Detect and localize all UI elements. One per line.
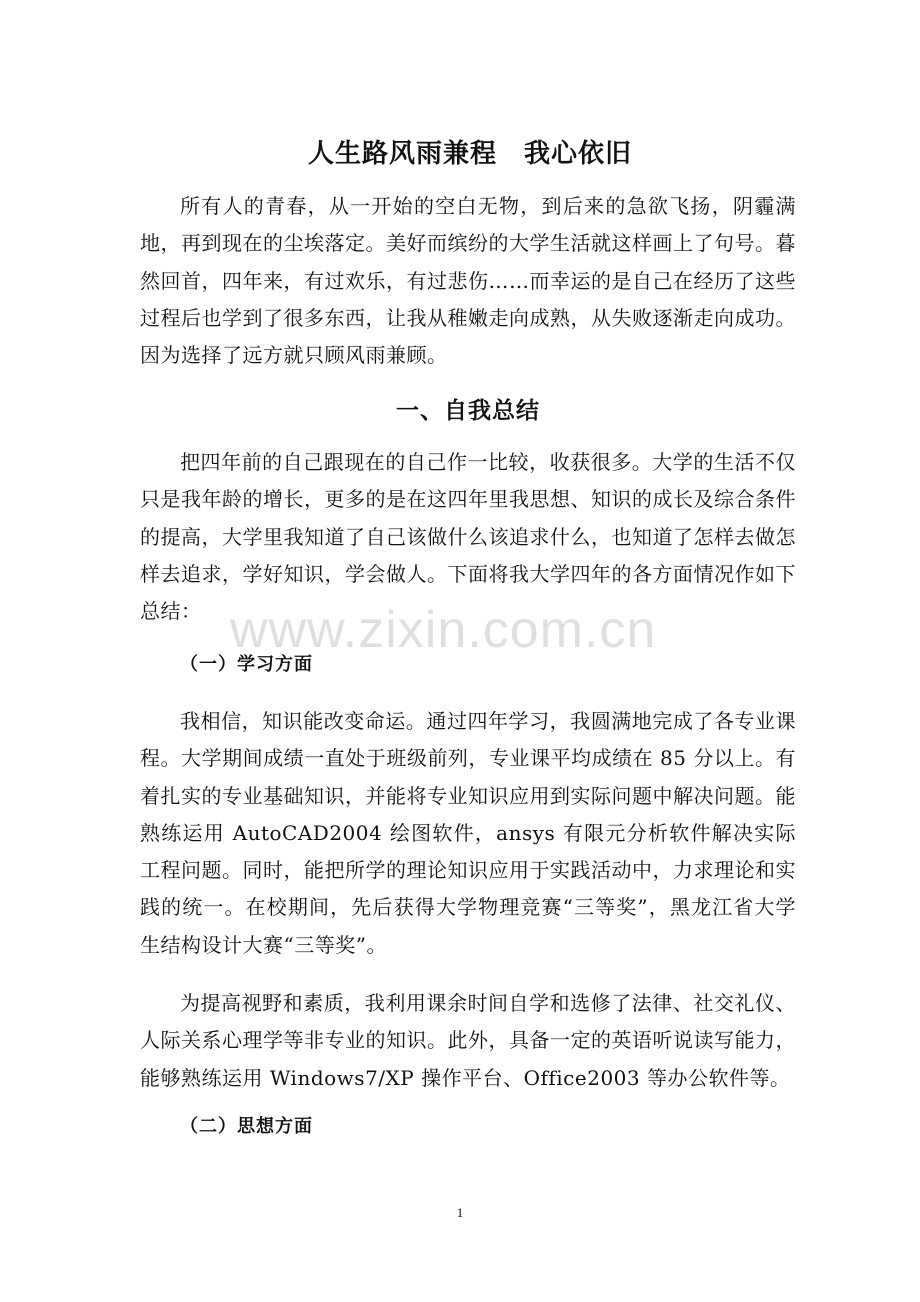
page-number: 1	[456, 1205, 464, 1220]
section-heading-self-summary: 一、自我总结	[396, 398, 540, 424]
intro-paragraph: 所有人的青春，从一开始的空白无物，到后来的急欲飞扬，阴霾满地，再到现在的尘埃落定。美好而缤纷的大学生活就这样画上了句号。暮然回首，四年来，有过欢乐，有过悲伤……而幸运的是自己在经历了这些过程后也学到了很多东西，让我从稚嫩走向成熟，从失败逐渐走向成功。因为选择了远方就只顾风雨兼顾。	[140, 194, 796, 368]
self-summary-paragraph: 把四年前的自己跟现在的自己作一比较，收获很多。大学的生活不仅只是我年龄的增长，更多的是在这四年里我思想、知识的成长及综合条件的提高，大学里我知道了自己该做什么该追求什么，也知道了怎样去做怎样去追求，学好知识，学会做人。下面将我大学四年的各方面情况作如下总结：	[140, 450, 796, 624]
sub-heading-thought: （二）思想方面	[180, 1116, 313, 1137]
watermark-text: www.zixin.com.cn	[230, 601, 657, 659]
sub-heading-study: （一）学习方面	[180, 654, 313, 675]
page-title: 人生路风雨兼程 我心依旧	[307, 139, 632, 169]
study-paragraph-1: 我相信，知识能改变命运。通过四年学习，我圆满地完成了各专业课程。大学期间成绩一直处于班级前列，专业课平均成绩在 85 分以上。有着扎实的专业基础知识，并能将专业知识应用到实际问题中解决问题。能熟练运用 AutoCAD2004 绘图软件，ansys 有限元分析软件解决实际工程问题。同时，能把所学的理论知识应用于实践活动中，力求理论和实践的统一。在校期间，先后获得大学物理竞赛“三等奖”，黑龙江省大学生结构设计大赛“三等奖”。	[140, 709, 796, 957]
study-paragraph-2: 为提高视野和素质，我利用课余时间自学和选修了法律、社交礼仪、人际关系心理学等非专业的知识。此外，具备一定的英语听说读写能力，能够熟练运用 Windows7/XP 操作平台、Office2003 等办公软件等。	[140, 991, 796, 1090]
